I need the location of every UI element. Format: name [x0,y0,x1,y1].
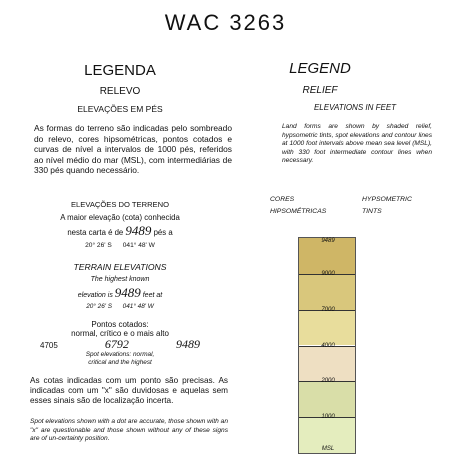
cores-label: CORES [270,196,295,203]
coords-pt: 20° 26' S 041° 48' W [85,242,155,249]
spot-en-line1: Spot elevations: normal, [85,351,155,358]
terrain-heading-pt: ELEVAÇÕES DO TERRENO [70,200,170,209]
hipsometricas-label: HIPSOMÉTRICAS [270,208,327,215]
tint-boundary-label: 7000 [321,306,335,313]
relief-paragraph-pt: As formas do terreno são indicadas pelo sombreado do relevo, cores hipsométricas, pontos cotados e curvas de nível a intervalos de 1000 pés, referidos ao nível médio do mar (MSL), com intermediárias de 330 pés quando necessário. [34,123,232,175]
spot-highest: 9489 [175,337,200,351]
terrain-line2-pt-pre: nesta carta é de [67,228,124,237]
terrain-heading-en: TERRAIN ELEVATIONS [73,262,167,272]
spot-values-row [40,337,200,352]
spot-heading-pt: Pontos cotados: [91,320,149,329]
tint-band [299,381,355,417]
spot-sub-pt: normal, crítico e o mais alto [71,329,169,338]
tint-band [299,274,355,310]
tint-boundary-label: 9489 [321,238,335,244]
spot-accuracy-paragraph-en: Spot elevations shown with a dot are accurate, those shown with an "x" are questionable and those shown without any of these signs are of un-certainty position. [30,418,228,442]
tint-boundary-label: 2000 [321,378,335,385]
terrain-line2-pt-post: pés a [153,228,173,237]
chart-title: WAC 3263 [164,10,287,35]
terrain-line2-en-pre: elevation is [77,292,113,299]
legend-heading: LEGEND [289,60,351,77]
terrain-line2-pt [30,223,210,239]
tint-boundary-label: MSL [321,446,335,452]
elevacoes-heading: ELEVAÇÕES EM PÉS [77,104,163,114]
tints-label: TINTS [362,208,382,215]
legenda-heading: LEGENDA [84,62,156,79]
terrain-line2-en [30,285,210,301]
spot-en-line2: critical and the highest [88,359,152,366]
tint-band [299,346,355,385]
tint-band [299,310,355,346]
terrain-line2-en-post: feet at [142,292,163,299]
tint-boundary-label: 9000 [321,270,335,277]
spot-critical: 6792 [104,337,129,351]
coords-en: 20° 26' S 041° 48' W [86,303,154,310]
terrain-line1-pt: A maior elevação (cota) conhecida [60,213,180,222]
spot-accuracy-paragraph-pt: As cotas indicadas com um ponto são precisas. As indicadas com um "x" são duvidosas e aquelas sem esses sinais são de localização incerta. [30,376,228,405]
tint-boundary-label: 1000 [321,414,335,421]
hypsometric-tint-scale [298,237,356,454]
terrain-line1-en: The highest known [90,276,150,283]
relevo-heading: RELEVO [99,86,141,97]
tint-boundary-label: 4000 [321,342,335,349]
elevations-heading: ELEVATIONS IN FEET [313,103,397,112]
highest-elevation-pt: 9489 [125,223,152,238]
relief-heading: RELIEF [302,85,338,96]
hypsometric-label: HYPSOMETRIC [362,196,412,203]
spot-normal: 4705 [40,341,58,350]
highest-elevation-en: 9489 [114,285,141,300]
relief-paragraph-en: Land forms are shown by shaded relief, hypsometric tints, spot elevations and contour lines at 1000 foot intervals above mean sea level (MSL), with 330 foot intermediate contour lines when necessary. [282,123,432,164]
